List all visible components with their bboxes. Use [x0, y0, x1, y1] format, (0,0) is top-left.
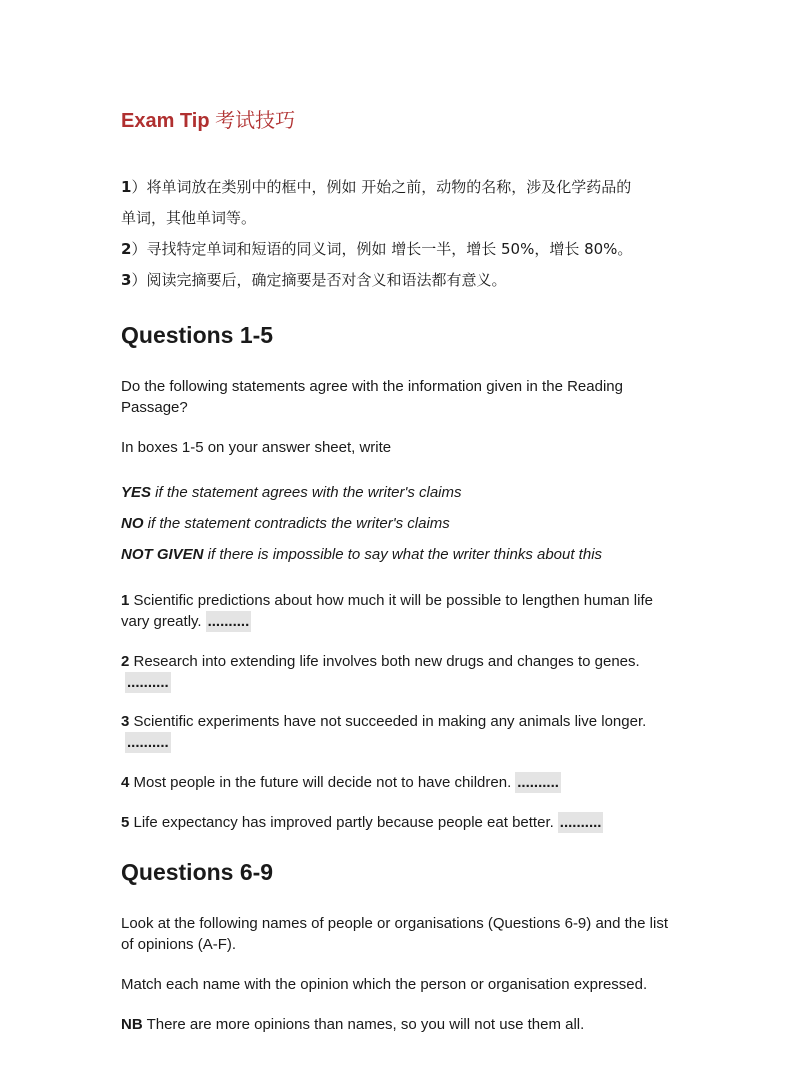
answer-blank[interactable]: .......... [127, 674, 169, 691]
tip-item-number: 2 [121, 240, 132, 258]
option-key: NO [121, 515, 144, 532]
tip-item-text: ）将单词放在类别中的框中，例如 开始之前，动物的名称，涉及化学药品的 [131, 178, 632, 196]
tip-item-2 [121, 239, 632, 259]
tip-item-text: ）阅读完摘要后，确定摘要是否对含义和语法都有意义。 [131, 271, 507, 289]
questions-1-5-heading: Questions 1-5 [121, 322, 274, 348]
answer-blank[interactable]: .......... [517, 774, 559, 791]
option-yes [121, 482, 681, 503]
tip-item-3 [121, 270, 506, 290]
question-number: 1 [121, 592, 130, 609]
question-text: Most people in the future will decide not to have children. [129, 774, 512, 791]
note-key: NB [121, 1016, 143, 1033]
tip-item-text: 单词，其他单词等。 [121, 209, 257, 227]
option-key: YES [121, 484, 152, 501]
question-number: 4 [121, 774, 130, 791]
question-text: Life expectancy has improved partly because people eat better. [129, 814, 554, 831]
tip-item-1 [121, 177, 631, 197]
exam-tip-title-en: Exam Tip [121, 110, 210, 132]
tip-item-number: 1 [121, 178, 132, 196]
question-number: 3 [121, 713, 130, 730]
questions-6-9-note [121, 1014, 681, 1035]
questions-6-9-heading: Questions 6-9 [121, 859, 274, 885]
exam-tip-title-cn: 考试技巧 [215, 110, 296, 132]
option-key: NOT GIVEN [121, 546, 204, 563]
option-no [121, 513, 681, 534]
question-text: Scientific predictions about how much it will be possible to lengthen human life vary greatly. [121, 592, 653, 630]
questions-6-9-intro: Look at the following names of people or organisations (Questions 6-9) and the list of opinions (A-F). [121, 915, 668, 953]
tip-item-1-cont [121, 208, 256, 228]
questions-6-9-instruction: Match each name with the opinion which the person or organisation expressed. [121, 976, 648, 993]
question-2 [121, 651, 681, 693]
question-text: Research into extending life involves both new drugs and changes to genes. [129, 653, 640, 670]
option-desc: if the statement agrees with the writer's claims [151, 484, 462, 501]
question-number: 2 [121, 653, 130, 670]
question-number: 5 [121, 814, 130, 831]
option-desc: if there is impossible to say what the writer thinks about this [203, 546, 603, 563]
answer-blank[interactable]: .......... [207, 613, 250, 630]
question-3 [121, 711, 681, 753]
question-4 [121, 772, 681, 793]
questions-1-5-instruction: In boxes 1-5 on your answer sheet, write [121, 439, 392, 456]
exam-tip-title [121, 104, 295, 133]
tip-item-number: 3 [121, 271, 132, 289]
option-desc: if the statement contradicts the writer's claims [143, 515, 450, 532]
question-text: Scientific experiments have not succeeded in making any animals live longer. [129, 713, 647, 730]
answer-blank[interactable]: .......... [559, 814, 602, 831]
option-not-given [121, 544, 681, 565]
answer-blank[interactable]: .......... [127, 734, 169, 751]
question-5 [121, 812, 681, 833]
note-text: There are more opinions than names, so you will not use them all. [142, 1016, 585, 1033]
question-1 [121, 590, 681, 632]
questions-1-5-intro: Do the following statements agree with the information given in the Reading Passage? [121, 378, 623, 416]
tip-item-text: ）寻找特定单词和短语的同义词，例如 增长一半，增长 50%，增长 80%。 [131, 240, 633, 258]
